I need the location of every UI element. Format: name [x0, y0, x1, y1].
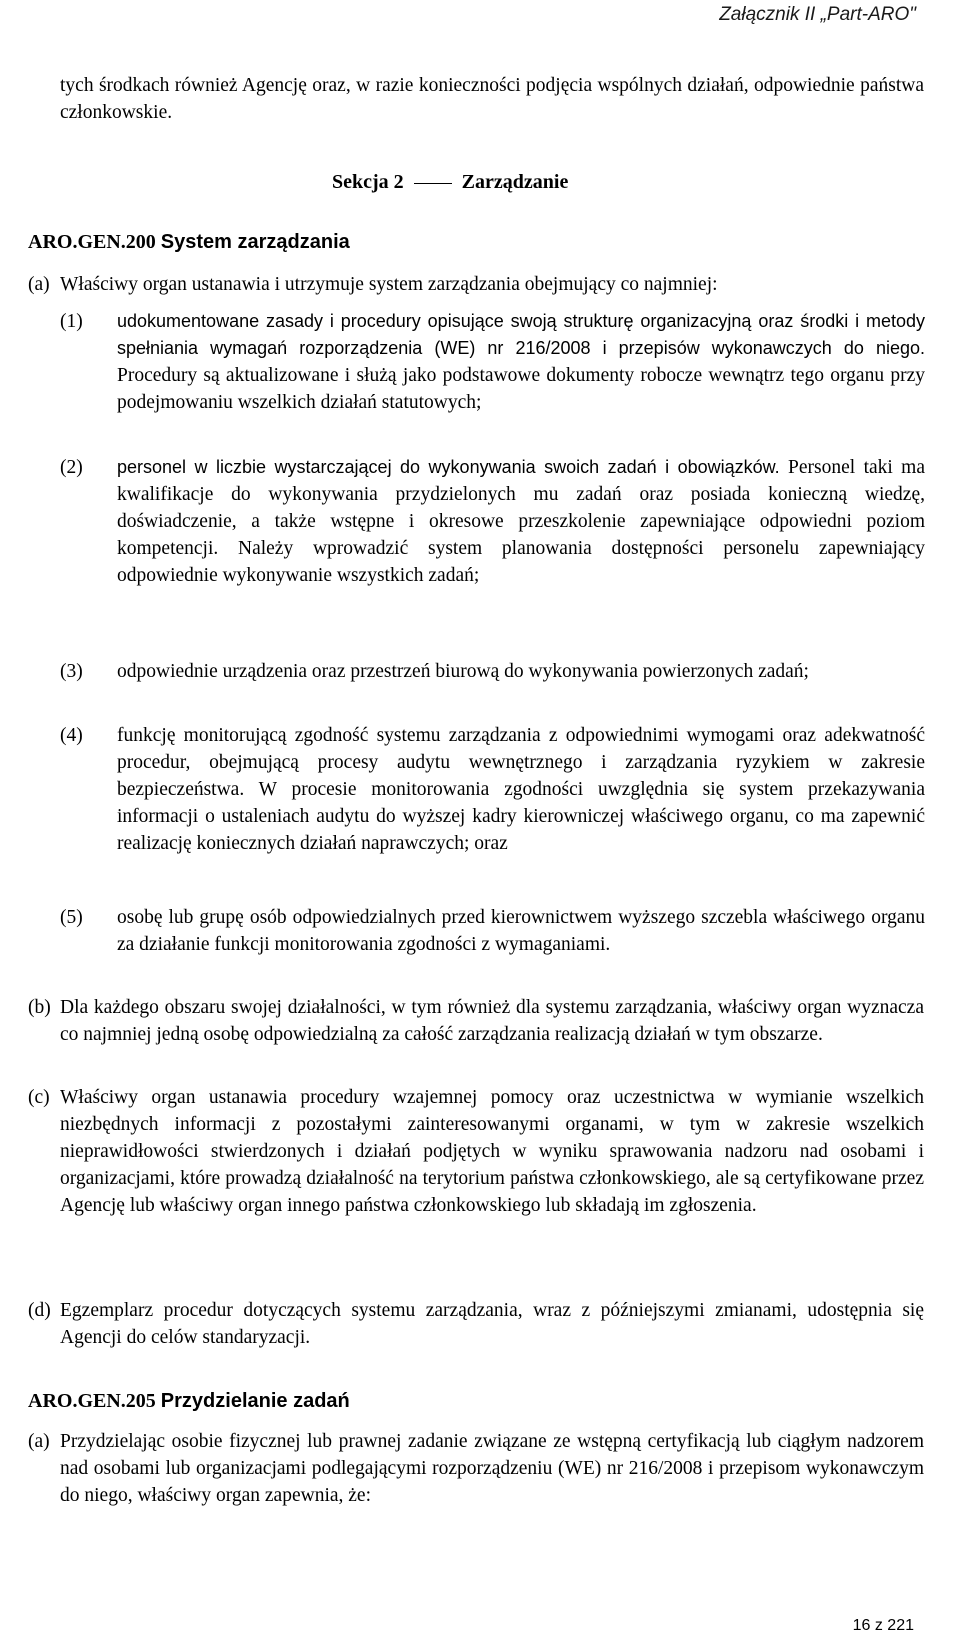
item-label: (4): [60, 725, 83, 746]
heading-aro-gen-200: [28, 231, 350, 254]
item-label: (3): [60, 661, 83, 682]
item-label: (2): [60, 457, 83, 478]
section-name: Zarządzanie: [461, 171, 569, 193]
item-text-sans: personel w liczbie wystarczającej do wykonywania swoich zadań i obowiązków.: [117, 457, 780, 477]
list-item: [117, 454, 925, 589]
page-number: 16 z 221: [852, 1617, 914, 1634]
item-label: (a): [28, 1431, 50, 1452]
em-dash: [414, 183, 452, 185]
item-text-sans: udokumentowane zasady i procedury opisujące swoją strukturę organizacyjną oraz środki i metody spełniania wymagań rozporządzenia (WE) nr 216/2008 i przepisów wykonawczych do niego.: [117, 311, 925, 358]
list-item: funkcję monitorującą zgodność systemu zarządzania z odpowiednimi wymogami oraz adekwatność procedur, obejmującą procesy audytu wewnętrznego i zarządzania ryzykiem w zakresie bezpieczeństwa. W procesie monitorowania zgodności uwzględnia się system przekazywania informacji o ustaleniach audytu do wyższej kadry kierowniczej właściwego organu, co ma zapewnić realizację koniecznych działań naprawczych; oraz: [117, 725, 925, 854]
section-label: Sekcja 2: [332, 171, 404, 193]
list-item: Właściwy organ ustanawia procedury wzajemnej pomocy oraz uczestnictwa w wymianie wszelkich niezbędnych informacji z pozostałymi zainteresowanymi organami, w tym w zakresie wszelkich nieprawidłowości stwierdzonych i działań podjętych w wyniku sprawowania nadzoru nad osobami i organizacjami, które prowadzą działalność na terytorium państwa członkowskiego, ale są certyfikowane przez Agencję lub właściwy organ innego państwa członkowskiego lub składają im zgłoszenia.: [60, 1087, 924, 1216]
list-item: osobę lub grupę osób odpowiedzialnych przed kierownictwem wyższego szczebla właściwego organu za działanie funkcji monitorowania zgodności z wymaganiami.: [117, 907, 925, 955]
intro-paragraph: tych środkach również Agencję oraz, w razie konieczności podjęcia wspólnych działań, odpowiednie państwa członkowskie.: [60, 75, 924, 123]
section-title: [332, 171, 568, 194]
item-label: (5): [60, 907, 83, 928]
item-text: Personel taki ma kwalifikacje do wykonywania przydzielonych mu zadań oraz posiada konieczną wiedzę, doświadczenie, a także wstępne i okresowe przeszkolenie zapewniające odpowiedni poziom kompetencji. Należy wprowadzić system planowania dostępności personelu zapewniający odpowiednie wykonywanie wszystkich zadań;: [117, 457, 925, 586]
item-label: (1): [60, 311, 83, 332]
list-item: Egzemplarz procedur dotyczących systemu zarządzania, wraz z późniejszymi zmianami, udostępnia się Agencji do celów standaryzacji.: [60, 1300, 924, 1348]
item-label: (a): [28, 274, 50, 295]
list-item: Przydzielając osobie fizycznej lub prawnej zadanie związane ze wstępną certyfikacją lub ciągłym nadzorem nad osobami lub organizacjami podlegającymi rozporządzeniu (WE) nr 216/2008 i przepisom wykonawczym do niego, właściwy organ zapewnia, że:: [60, 1431, 924, 1506]
heading-ref: ARO.GEN.205: [28, 1390, 156, 1412]
heading-title: System zarządzania: [160, 231, 350, 253]
item-label: (d): [28, 1300, 51, 1321]
heading-title: Przydzielanie zadań: [160, 1390, 350, 1412]
item-label: (c): [28, 1087, 50, 1108]
list-item: [117, 308, 925, 416]
list-item: Właściwy organ ustanawia i utrzymuje system zarządzania obejmujący co najmniej:: [60, 274, 718, 295]
document-header: Załącznik II „Part-ARO": [719, 4, 916, 25]
heading-aro-gen-205: [28, 1390, 350, 1413]
item-label: (b): [28, 997, 51, 1018]
list-item: Dla każdego obszaru swojej działalności, w tym również dla systemu zarządzania, właściwy organ wyznacza co najmniej jedną osobę odpowiedzialną za całość zarządzania realizacją działań w tym obszarze.: [60, 997, 924, 1045]
list-item: odpowiednie urządzenia oraz przestrzeń biurową do wykonywania powierzonych zadań;: [117, 661, 809, 682]
item-text: Procedury są aktualizowane i służą jako podstawowe dokumenty robocze wewnątrz tego organu przy podejmowaniu wszelkich działań statutowych;: [117, 365, 925, 413]
heading-ref: ARO.GEN.200: [28, 231, 156, 253]
